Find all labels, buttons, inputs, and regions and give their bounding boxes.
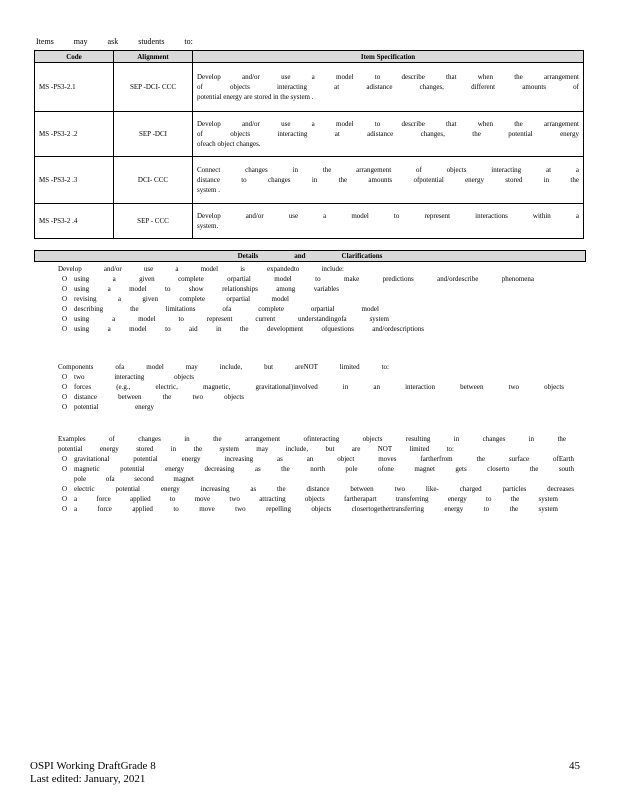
circle-bullet-icon: O bbox=[62, 393, 68, 401]
spec-line: distance to changes in the amounts ofpotential energy stored in the bbox=[197, 176, 579, 184]
table-header-row bbox=[35, 51, 584, 63]
list-item: O using a model to aid in the development ofquestions and/ordescriptions bbox=[62, 325, 424, 333]
header-code: Code bbox=[35, 51, 114, 63]
list-item: O potential energy bbox=[62, 403, 154, 411]
header-spec: Item Specification bbox=[193, 51, 584, 63]
spec-line: Connect changes in the arrangement of objects interacting at a bbox=[197, 166, 579, 174]
intro-text: Items may ask students to: bbox=[36, 37, 193, 46]
row-alignment: DCI- CCC bbox=[114, 157, 193, 204]
table-row bbox=[35, 63, 584, 112]
details-and: and bbox=[294, 252, 306, 260]
list-item: O describing the limitations ofa complete orpartial model bbox=[62, 305, 379, 313]
row-spec bbox=[193, 63, 584, 112]
table-row bbox=[35, 157, 584, 204]
circle-bullet-icon: O bbox=[62, 485, 68, 493]
footer-draft-label: OSPI Working DraftGrade 8 bbox=[30, 760, 156, 772]
row-alignment: SEP -DCI- CCC bbox=[114, 63, 193, 112]
row-alignment: SEP - CCC bbox=[114, 204, 193, 239]
spec-line: potential energy are stored in the system . bbox=[197, 93, 314, 101]
list-item: O electric potential energy increasing as the distance between two like- charged particles decreases bbox=[62, 485, 574, 493]
spec-line: Develop and/or use a model to describe that when the arrangement bbox=[197, 73, 579, 81]
circle-bullet-icon: O bbox=[62, 305, 68, 313]
table-row bbox=[35, 112, 584, 157]
circle-bullet-icon: O bbox=[62, 285, 68, 293]
circle-bullet-icon: O bbox=[62, 315, 68, 323]
footer-edited-date: Last edited: January, 2021 bbox=[30, 773, 146, 785]
row-spec bbox=[193, 112, 584, 157]
spec-line: system. bbox=[197, 222, 219, 230]
spec-line: of objects interacting at adistance changes, the potential energy bbox=[197, 130, 579, 138]
list-item: O using a model to represent current understandingofa system bbox=[62, 315, 389, 323]
circle-bullet-icon: O bbox=[62, 295, 68, 303]
item-spec-table bbox=[34, 50, 584, 239]
spec-line: Develop and/or use a model to describe that when the arrangement bbox=[197, 120, 579, 128]
row-code: MS -PS3-2 .4 bbox=[35, 204, 114, 239]
page-number: 45 bbox=[569, 760, 580, 772]
table-row bbox=[35, 204, 584, 239]
details-section-develop bbox=[44, 264, 574, 334]
row-spec bbox=[193, 157, 584, 204]
circle-bullet-icon: O bbox=[62, 373, 68, 381]
section-lead: Develop and/or use a model is expandedto include: bbox=[58, 265, 344, 273]
spec-line: of objects interacting at adistance changes, different amounts of bbox=[197, 83, 579, 91]
section-lead: Examples of changes in the arrangement ofinteracting objects resulting in changes in the bbox=[58, 435, 566, 443]
circle-bullet-icon: O bbox=[62, 465, 68, 473]
list-item: O a force applied to move two attracting objects fartherapart transferring energy to the system bbox=[62, 495, 558, 503]
circle-bullet-icon: O bbox=[62, 383, 68, 391]
circle-bullet-icon: O bbox=[62, 505, 68, 513]
circle-bullet-icon: O bbox=[62, 403, 68, 411]
details-header bbox=[34, 250, 586, 262]
list-item: O forces (e.g., electric, magnetic, gravitational)involved in an interaction between two objects bbox=[62, 383, 564, 391]
row-code: MS -PS3-2 .2 bbox=[35, 112, 114, 157]
list-item: O revising a given complete orpartial model bbox=[62, 295, 289, 303]
list-item: O using a given complete orpartial model to make predictions and/ordescribe phenomena bbox=[62, 275, 534, 283]
row-spec bbox=[193, 204, 584, 239]
details-clarifications: Clarifications bbox=[341, 252, 383, 260]
section-lead: potential energy stored in the system may include, but are NOT limited to: bbox=[58, 445, 454, 453]
spec-line: ofeach object changes. bbox=[197, 140, 261, 148]
list-item: O gravitational potential energy increasing as an object moves fartherfrom the surface ofEarth bbox=[62, 455, 574, 463]
row-code: MS -PS3-2 .3 bbox=[35, 157, 114, 204]
circle-bullet-icon: O bbox=[62, 325, 68, 333]
details-section-examples bbox=[44, 434, 574, 514]
list-item: O a force applied to move two repelling objects closertogethertransferring energy to the system bbox=[62, 505, 558, 513]
list-item: O distance between the two objects bbox=[62, 393, 244, 401]
header-alignment: Alignment bbox=[114, 51, 193, 63]
circle-bullet-icon: O bbox=[62, 455, 68, 463]
list-item: O using a model to show relationships among variables bbox=[62, 285, 339, 293]
list-item: O magnetic potential energy decreasing as the north pole ofone magnet gets closerto the south bbox=[62, 465, 574, 473]
spec-line: system . bbox=[197, 186, 220, 194]
details-section-components bbox=[44, 362, 574, 412]
section-lead: Components ofa model may include, but areNOT limited to: bbox=[58, 363, 389, 371]
list-item: O two interacting objects bbox=[62, 373, 194, 381]
circle-bullet-icon: O bbox=[62, 275, 68, 283]
circle-bullet-icon: O bbox=[62, 495, 68, 503]
footer bbox=[30, 760, 156, 786]
row-code: MS -PS3-2.1 bbox=[35, 63, 114, 112]
list-item-continuation: pole ofa second magnet bbox=[74, 475, 194, 483]
details-title: Details bbox=[237, 252, 259, 260]
row-alignment: SEP -DCI bbox=[114, 112, 193, 157]
spec-line: Develop and/or use a model to represent interactions within a bbox=[197, 212, 579, 220]
